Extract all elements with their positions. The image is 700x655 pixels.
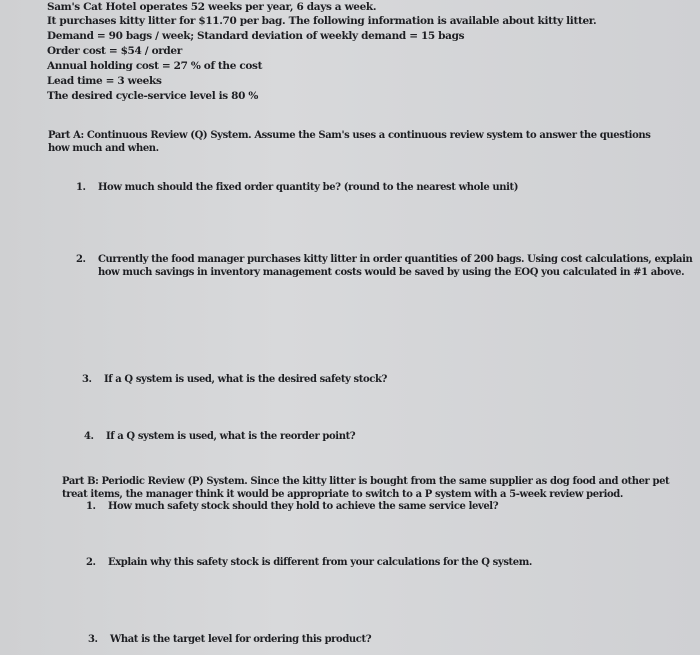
question-text: How much safety stock should they hold to achieve the same service level? (108, 501, 499, 512)
intro-line-1: Sam's Cat Hotel operates 52 weeks per year, 6 days a week. (47, 1, 377, 13)
intro-line-7: The desired cycle-service level is 80 % (47, 90, 259, 102)
intro-line-2: It purchases kitty litter for $11.70 per bag. The following information is available about kitty litter. (47, 15, 597, 27)
question-number: 1. (76, 182, 86, 193)
part-b-question-3 (88, 633, 371, 646)
part-a-heading-line-2: how much and when. (48, 143, 159, 154)
question-number: 4. (84, 431, 94, 442)
intro-line-4: Order cost = $54 / order (47, 45, 182, 57)
question-number: 1. (86, 501, 96, 512)
question-number: 3. (88, 634, 98, 645)
intro-line-3: Demand = 90 bags / week; Standard deviation of weekly demand = 15 bags (47, 30, 465, 42)
question-text: Explain why this safety stock is different from your calculations for the Q system. (108, 557, 532, 568)
question-text: Currently the food manager purchases kitty litter in order quantities of 200 bags. Using cost calculations, explain (98, 254, 693, 265)
part-a-question-3 (82, 373, 387, 386)
part-a-question-2-line-1 (76, 253, 692, 266)
intro-line-5: Annual holding cost = 27 % of the cost (47, 60, 263, 72)
part-b-question-2 (86, 556, 532, 569)
question-text: How much should the fixed order quantity be? (round to the nearest whole unit) (98, 182, 519, 193)
part-a-heading-line-1: Part A: Continuous Review (Q) System. Assume the Sam's uses a continuous review system to answer the questions (48, 130, 651, 141)
part-b-question-1 (86, 500, 498, 513)
question-number: 2. (76, 254, 86, 265)
question-number: 3. (82, 374, 92, 385)
part-a-question-1 (76, 181, 518, 194)
question-text: What is the target level for ordering this product? (110, 634, 372, 645)
part-b-heading-line-1: Part B: Periodic Review (P) System. Since the kitty litter is bought from the same supplier as dog food and other pet (62, 476, 670, 487)
part-b-heading-line-2: treat items, the manager think it would be appropriate to switch to a P system with a 5-week review period. (62, 489, 623, 500)
part-a-question-4 (84, 430, 355, 443)
question-number: 2. (86, 557, 96, 568)
question-text: If a Q system is used, what is the reorder point? (106, 431, 356, 442)
intro-line-6: Lead time = 3 weeks (47, 75, 162, 87)
part-a-question-2-line-2: how much savings in inventory management costs would be saved by using the EOQ you calculated in #1 above. (98, 267, 685, 278)
question-text: If a Q system is used, what is the desired safety stock? (104, 374, 387, 385)
